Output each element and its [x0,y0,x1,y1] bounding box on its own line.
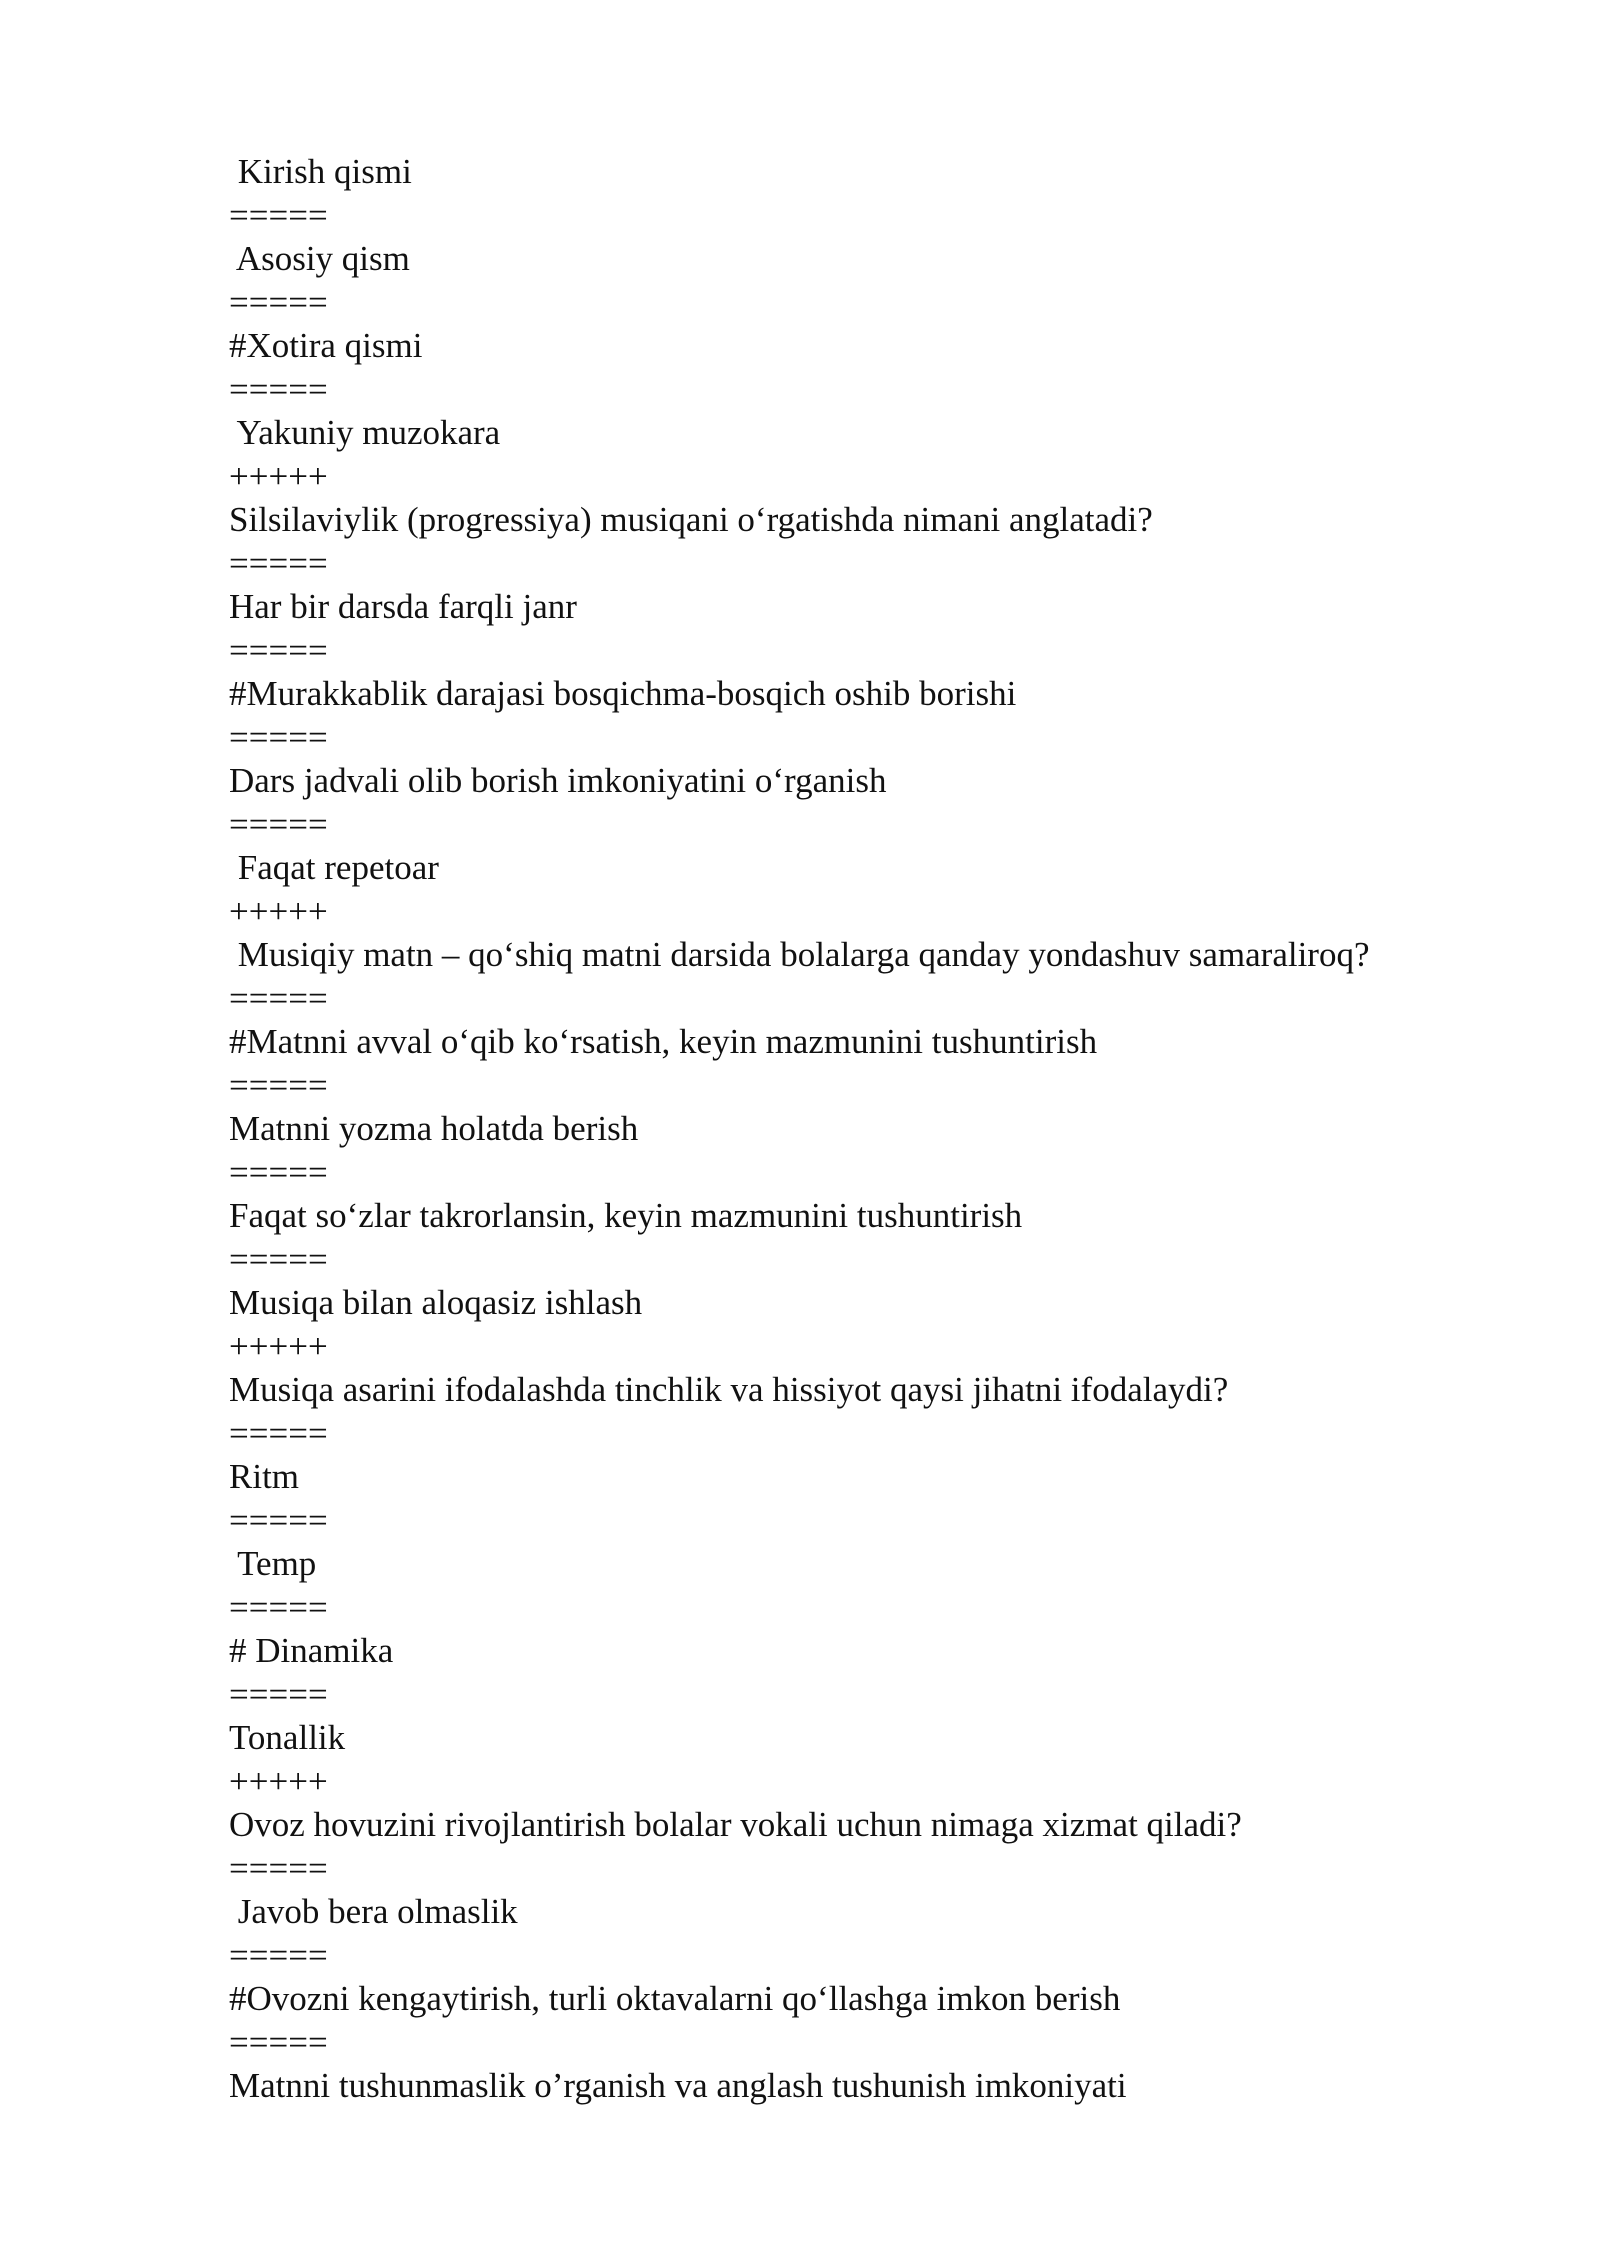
option-separator: ===== [229,804,328,844]
option-separator: ===== [229,2022,328,2062]
answer-option: Har bir darsda farqli janr [229,587,577,626]
option-separator: ===== [229,630,328,670]
option-separator: ===== [229,1239,328,1279]
question-text: Silsilaviylik (progressiya) musiqani o‘rgatishda nimani anglatadi? [229,500,1153,539]
option-separator: ===== [229,369,328,409]
answer-option: Dars jadvali olib borish imkoniyatini o‘rganish [229,761,887,800]
answer-option: Yakuniy muzokara [229,413,501,452]
answer-option: Matnni tushunmaslik o’rganish va anglash tushunish imkoniyati [229,2066,1127,2105]
answer-option: Matnni yozma holatda berish [229,1109,639,1148]
option-separator: ===== [229,195,328,235]
option-separator: ===== [229,1848,328,1888]
option-separator: ===== [229,1065,328,1105]
option-separator: ===== [229,1935,328,1975]
answer-option: Tonallik [229,1718,346,1757]
question-text: Ovoz hovuzini rivojlantirish bolalar vokali uchun nimaga xizmat qiladi? [229,1805,1242,1844]
question-separator: +++++ [229,1761,328,1801]
correct-answer-option: #Ovozni kengaytirish, turli oktavalarni qo‘llashga imkon berish [229,1979,1121,2018]
option-separator: ===== [229,282,328,322]
answer-option: Kirish qismi [229,152,412,191]
question-text: Musiqiy matn – qo‘shiq matni darsida bolalarga qanday yondashuv samaraliroq? [229,935,1370,974]
answer-option: Asosiy qism [229,239,410,278]
question-separator: +++++ [229,1326,328,1366]
question-separator: +++++ [229,891,328,931]
question-separator: +++++ [229,456,328,496]
option-separator: ===== [229,543,328,583]
answer-option: Faqat repetoar [229,848,439,887]
answer-option: Javob bera olmaslik [229,1892,518,1931]
option-separator: ===== [229,1674,328,1714]
option-separator: ===== [229,978,328,1018]
option-separator: ===== [229,1587,328,1627]
answer-option: Ritm [229,1457,300,1496]
option-separator: ===== [229,1413,328,1453]
option-separator: ===== [229,1500,328,1540]
correct-answer-option: #Murakkablik darajasi bosqichma-bosqich oshib borishi [229,674,1017,713]
correct-answer-option: # Dinamika [229,1631,394,1670]
answer-option: Musiqa bilan aloqasiz ishlash [229,1283,643,1322]
option-separator: ===== [229,717,328,757]
answer-option: Faqat so‘zlar takrorlansin, keyin mazmunini tushuntirish [229,1196,1023,1235]
option-separator: ===== [229,1152,328,1192]
answer-option: Temp [229,1544,317,1583]
correct-answer-option: #Xotira qismi [229,326,423,365]
correct-answer-option: #Matnni avval o‘qib ko‘rsatish, keyin mazmunini tushuntirish [229,1022,1098,1061]
document-body [229,150,1529,2108]
question-text: Musiqa asarini ifodalashda tinchlik va hissiyot qaysi jihatni ifodalaydi? [229,1370,1229,1409]
